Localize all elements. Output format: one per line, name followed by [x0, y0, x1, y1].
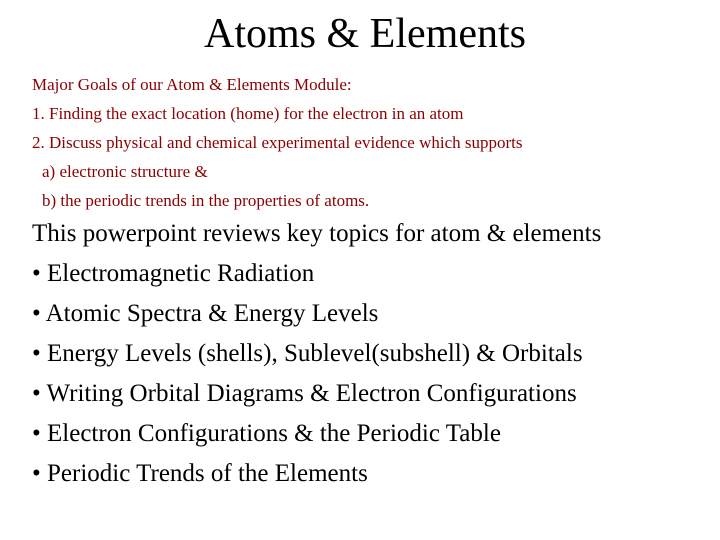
slide-title: Atoms & Elements [204, 11, 526, 57]
topic-item: • Electron Configurations & the Periodic Table [32, 420, 501, 447]
goal-subitem: b) the periodic trends in the properties of atoms. [42, 191, 370, 210]
goal-item: 2. Discuss physical and chemical experimental evidence which supports [32, 133, 523, 152]
goals-heading: Major Goals of our Atom & Elements Module: [32, 75, 352, 94]
goal-item: 1. Finding the exact location (home) for the electron in an atom [32, 104, 464, 123]
topics-list [32, 214, 712, 494]
topic-item: • Writing Orbital Diagrams & Electron Configurations [32, 380, 577, 407]
topic-item: • Electromagnetic Radiation [32, 260, 315, 287]
goals-list [32, 70, 712, 215]
topic-item: • Atomic Spectra & Energy Levels [32, 300, 379, 327]
topic-item: • Periodic Trends of the Elements [32, 460, 368, 487]
topic-item: • Energy Levels (shells), Sublevel(subshell) & Orbitals [32, 340, 583, 367]
goal-subitem: a) electronic structure & [42, 162, 208, 181]
topics-intro: This powerpoint reviews key topics for atom & elements [32, 220, 602, 247]
